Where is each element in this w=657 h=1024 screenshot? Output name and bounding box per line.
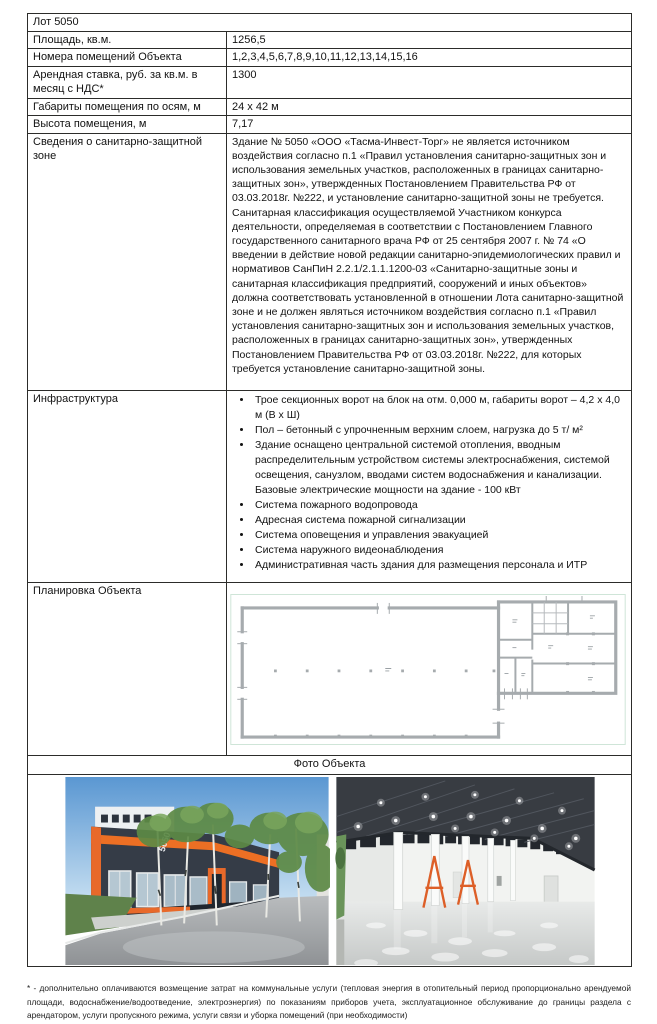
row-value-rent-rate: 1300 — [227, 66, 632, 98]
row-value-height: 7,17 — [227, 116, 632, 134]
table-row — [28, 66, 632, 98]
row-value-floor-plan — [227, 582, 632, 755]
row-label-sanitary-zone: Сведения о санитарно-защитной зоне — [28, 133, 227, 390]
table-row — [28, 14, 632, 32]
list-item: • Адресная система пожарной сигнализации — [253, 513, 626, 528]
table-row — [28, 133, 632, 390]
list-item: • Трое секционных ворот на блок на отм. 0,000 м, габариты ворот – 4,2 х 4,0 м (В х Ш) — [253, 393, 626, 423]
row-label-dimensions: Габариты помещения по осям, м — [28, 98, 227, 116]
sanitary-zone-text: Здание № 5050 «ООО «Тасма-Инвест-Торг» не является источником воздействия согласно п.1 «Правил установления санитарно-защитных зон и использования земельных участков, расположенных в границах санитарно-защитных зон», утвержденных Постановлением Правительства РФ от 03.03.2018г. №222, и установление санитарно-защитной зоны не требуется. Санитарная классификация осуществляемой Участником конкурса деятельности, определяемая в соответствии с Постановлением Главного государственного санитарного врача РФ от 25 сентября 2007 г. № 74 «О введении в действие новой редакции санитарно-эпидемиологических правил и нормативов СанПиН 2.2.1/2.1.1.1200-03 «Санитарно-защитные зоны и санитарная классификация предприятий, сооружений и иных объектов» должна соответствовать установленной в отношении Лота санитарно-защитной зоне и не должен являться источником воздействия согласно п.1 «Правил установления санитарно-защитных зон и использования земельных участков, расположенных в границах санитарно-защитных зон», утвержденных Постановлением Правительства РФ от 03.03.2018г. №222, для которых требуется установление санитарно-защитной зоны. — [232, 135, 624, 375]
row-label-infrastructure: Инфраструктура — [28, 390, 227, 582]
table-row — [28, 390, 632, 582]
list-item: • Система пожарного водопровода — [253, 498, 626, 513]
lot-title: Лот 5050 — [28, 14, 632, 32]
row-label-rent-rate: Арендная ставка, руб. за кв.м. в месяц с НДС* — [28, 66, 227, 98]
list-item: • Система оповещения и управления эвакуацией — [253, 528, 626, 543]
row-label-height: Высота помещения, м — [28, 116, 227, 134]
row-value-area: 1256,5 — [227, 31, 632, 49]
lot-sheet — [27, 13, 631, 967]
exterior-photo — [64, 777, 330, 965]
table-row — [28, 31, 632, 49]
table-row — [28, 98, 632, 116]
list-item: • Система наружного видеонаблюдения — [253, 543, 626, 558]
interior-photo — [335, 777, 596, 965]
row-value-sanitary-zone — [227, 133, 632, 390]
infrastructure-list — [232, 393, 626, 573]
row-value-infrastructure — [227, 390, 632, 582]
photos-container — [28, 776, 631, 965]
footnote: * - дополнительно оплачиваются возмещение затрат на коммунальные услуги (тепловая энергия в отопительный период пропорционально арендуемой площади, водоснабжение/водоотведение, электроэнергия) по показаниям приборов учета, эксплуатационное обслуживание до границы раздела с арендатором, услуги пропускного режима, услуги связи и уборка помещений (при необходимости) — [27, 983, 631, 1020]
photos-row — [28, 774, 632, 966]
table-row — [28, 774, 632, 966]
row-value-room-numbers: 1,2,3,4,5,6,7,8,9,10,11,12,13,14,15,16 — [227, 49, 632, 67]
row-label-floor-plan: Планировка Объекта — [28, 582, 227, 755]
photos-header: Фото Объекта — [28, 755, 632, 774]
table-row — [28, 116, 632, 134]
table-row — [28, 582, 632, 755]
list-item: • Пол – бетонный с упрочненным верхним слоем, нагрузка до 5 т/ м² — [253, 423, 626, 438]
row-label-room-numbers: Номера помещений Объекта — [28, 49, 227, 67]
list-item: • Здание оснащено центральной системой отопления, вводным распределительным устройством системы электроснабжения, системой освещения, санузлом, вводами систем водоснабжения и канализации. Базовые электрические мощности на здание - 100 кВт — [253, 438, 626, 498]
floor-plan-image — [227, 583, 631, 750]
table-row — [28, 755, 632, 774]
table-row — [28, 49, 632, 67]
lot-table — [27, 13, 632, 967]
row-label-area: Площадь, кв.м. — [28, 31, 227, 49]
floor-plan-drawing — [230, 594, 626, 745]
list-item: • Административная часть здания для размещения персонала и ИТР — [253, 558, 626, 573]
row-value-dimensions: 24 х 42 м — [227, 98, 632, 116]
